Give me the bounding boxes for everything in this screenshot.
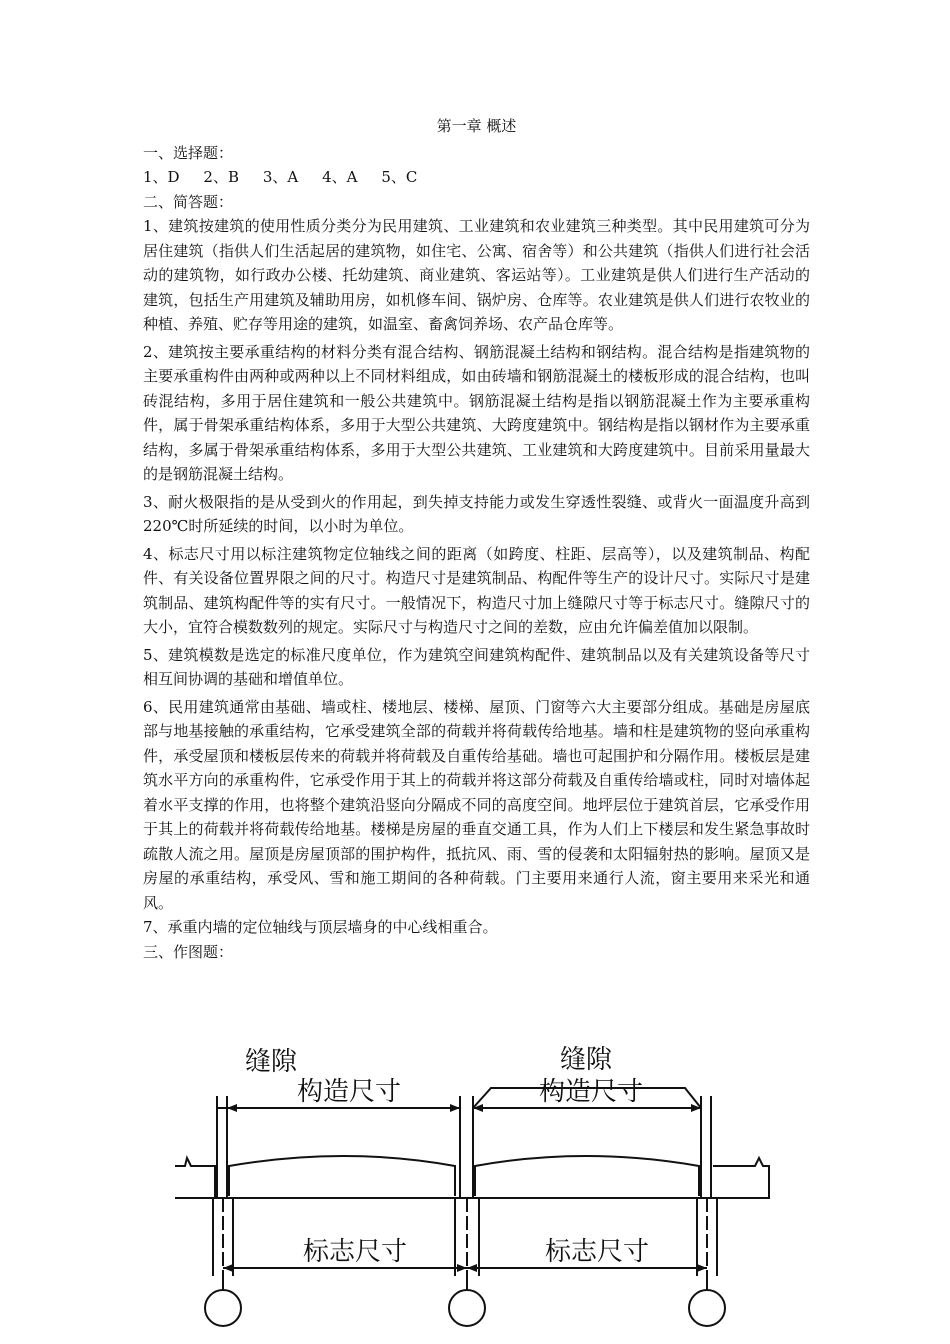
dimension-diagram — [155, 1038, 795, 1344]
arrow-nominal-start — [223, 1264, 233, 1272]
axis-circle-mid — [449, 1290, 485, 1326]
answer-paragraph-7: 7、承重内墙的定位轴线与顶层墙身的中心线相重合。 — [143, 918, 498, 936]
dimension-diagram-svg — [155, 1038, 795, 1344]
label-nominal-left: 标志尺寸 — [303, 1237, 408, 1267]
slab-right — [475, 1156, 699, 1196]
answer-1: 1、D — [143, 168, 180, 186]
document-body — [143, 114, 810, 964]
answer-2: 2、B — [203, 168, 239, 186]
arrow-construct-left-end — [450, 1104, 460, 1112]
choice-answers — [143, 165, 810, 190]
slab-break-right — [713, 1158, 769, 1198]
slab-left — [229, 1156, 455, 1196]
arrow-nominal-end — [697, 1264, 707, 1272]
section-heading-short-answer: 二、简答题： — [143, 192, 234, 211]
answer-paragraph-1: 1、建筑按建筑的使用性质分类分为民用建筑、工业建筑和农业建筑三种类型。其中民用建筑可分为居住建筑（指供人们生活起居的建筑物，如住宅、公寓、宿舍等）和公共建筑（指供人们进行社会活动的建筑物，如行政办公楼、托幼建筑、商业建筑、客运站等）。工业建筑是供人们进行生产活动的建筑，包括生产用建筑及辅助用房，如机修车间、锅炉房、仓库等。农业建筑是供人们进行农牧业的种植、养殖、贮存等用途的建筑，如温室、畜禽饲养场、农产品仓库等。 — [143, 217, 810, 333]
answer-paragraph-6: 6、民用建筑通常由基础、墙或柱、楼地层、楼梯、屋顶、门窗等六大主要部分组成。基础是房屋底部与地基接触的承重结构，它承受建筑全部的荷载并将荷载传给地基。墙和柱是建筑物的竖向承重构件，承受屋顶和楼板层传来的荷载并将荷载及自重传给基础。墙也可起围护和分隔作用。楼板层是建筑水平方向的承重构件，它承受作用于其上的荷载并将这部分荷载及自重传给墙或柱，同时对墙体起着水平支撑的作用，也将整个建筑沿竖向分隔成不同的高度空间。地坪层位于建筑首层，它承受作用于其上的荷载并将荷载传给地基。楼梯是房屋的垂直交通工具，作为人们上下楼层和发生紧急事故时疏散人流之用。屋顶是房屋顶部的围护构件，抵抗风、雨、雪的侵袭和太阳辐射热的影响。屋顶又是房屋的承重结构，承受风、雪和施工期间的各种荷载。门主要用来通行人流，窗主要用来采光和通风。 — [143, 697, 810, 912]
answer-paragraph-4: 4、标志尺寸用以标注建筑物定位轴线之间的距离（如跨度、柱距、层高等），以及建筑制品、构配件、有关设备位置界限之间的尺寸。构造尺寸是建筑制品、构配件等生产的设计尺寸。实际尺寸是建筑制品、建筑构配件等的实有尺寸。一般情况下，构造尺寸加上缝隙尺寸等于标志尺寸。缝隙尺寸的大小，宜符合模数数列的规定。实际尺寸与构造尺寸之间的差数，应由允许偏差值加以限制。 — [143, 544, 810, 636]
arrow-nominal-mid-l — [457, 1264, 467, 1272]
answer-4: 4、A — [322, 168, 358, 186]
answer-3: 3、A — [262, 168, 299, 186]
answer-5: 5、C — [381, 168, 418, 186]
label-nominal-right: 标志尺寸 — [545, 1237, 650, 1267]
section-heading-choice: 一、选择题： — [143, 143, 234, 162]
arrow-nominal-mid-r — [467, 1264, 477, 1272]
answer-paragraph-2: 2、建筑按主要承重结构的材料分类有混合结构、钢筋混凝土结构和钢结构。混合结构是指建筑物的主要承重构件由两种或两种以上不同材料组成，如由砖墙和钢筋混凝土的楼板形成的混合结构，也叫砖混结构，多用于居住建筑和一般公共建筑中。钢筋混凝土结构是指以钢筋混凝土作为主要承重构件，属于骨架承重结构体系，多用于大型公共建筑、大跨度建筑中。钢结构是指以钢材作为主要承重结构，多属于骨架承重结构体系，多用于大型公共建筑、工业建筑和大跨度建筑中。目前采用量最大的是钢筋混凝土结构。 — [143, 342, 810, 483]
answer-paragraph-5: 5、建筑模数是选定的标准尺度单位，作为建筑空间建筑构配件、建筑制品以及有关建筑设备等尺寸相互间协调的基础和增值单位。 — [143, 645, 810, 688]
label-gap-left: 缝隙 — [245, 1047, 298, 1077]
slab-break-left — [175, 1158, 215, 1198]
section-heading-drawing: 三、作图题： — [143, 942, 234, 961]
label-gap-right: 缝隙 — [560, 1045, 613, 1075]
chapter-title: 第一章 概述 — [436, 117, 517, 135]
axis-circle-right — [689, 1290, 725, 1326]
arrow-construct-left-start — [227, 1104, 237, 1112]
axis-circle-left — [205, 1290, 241, 1326]
label-construct-right: 构造尺寸 — [539, 1077, 644, 1107]
label-construct-left: 构造尺寸 — [297, 1077, 402, 1107]
answer-paragraph-3: 3、耐火极限指的是从受到火的作用起，到失掉支持能力或发生穿透性裂缝、或背火一面温度升高到 220℃时所延续的时间，以小时为单位。 — [143, 492, 810, 535]
